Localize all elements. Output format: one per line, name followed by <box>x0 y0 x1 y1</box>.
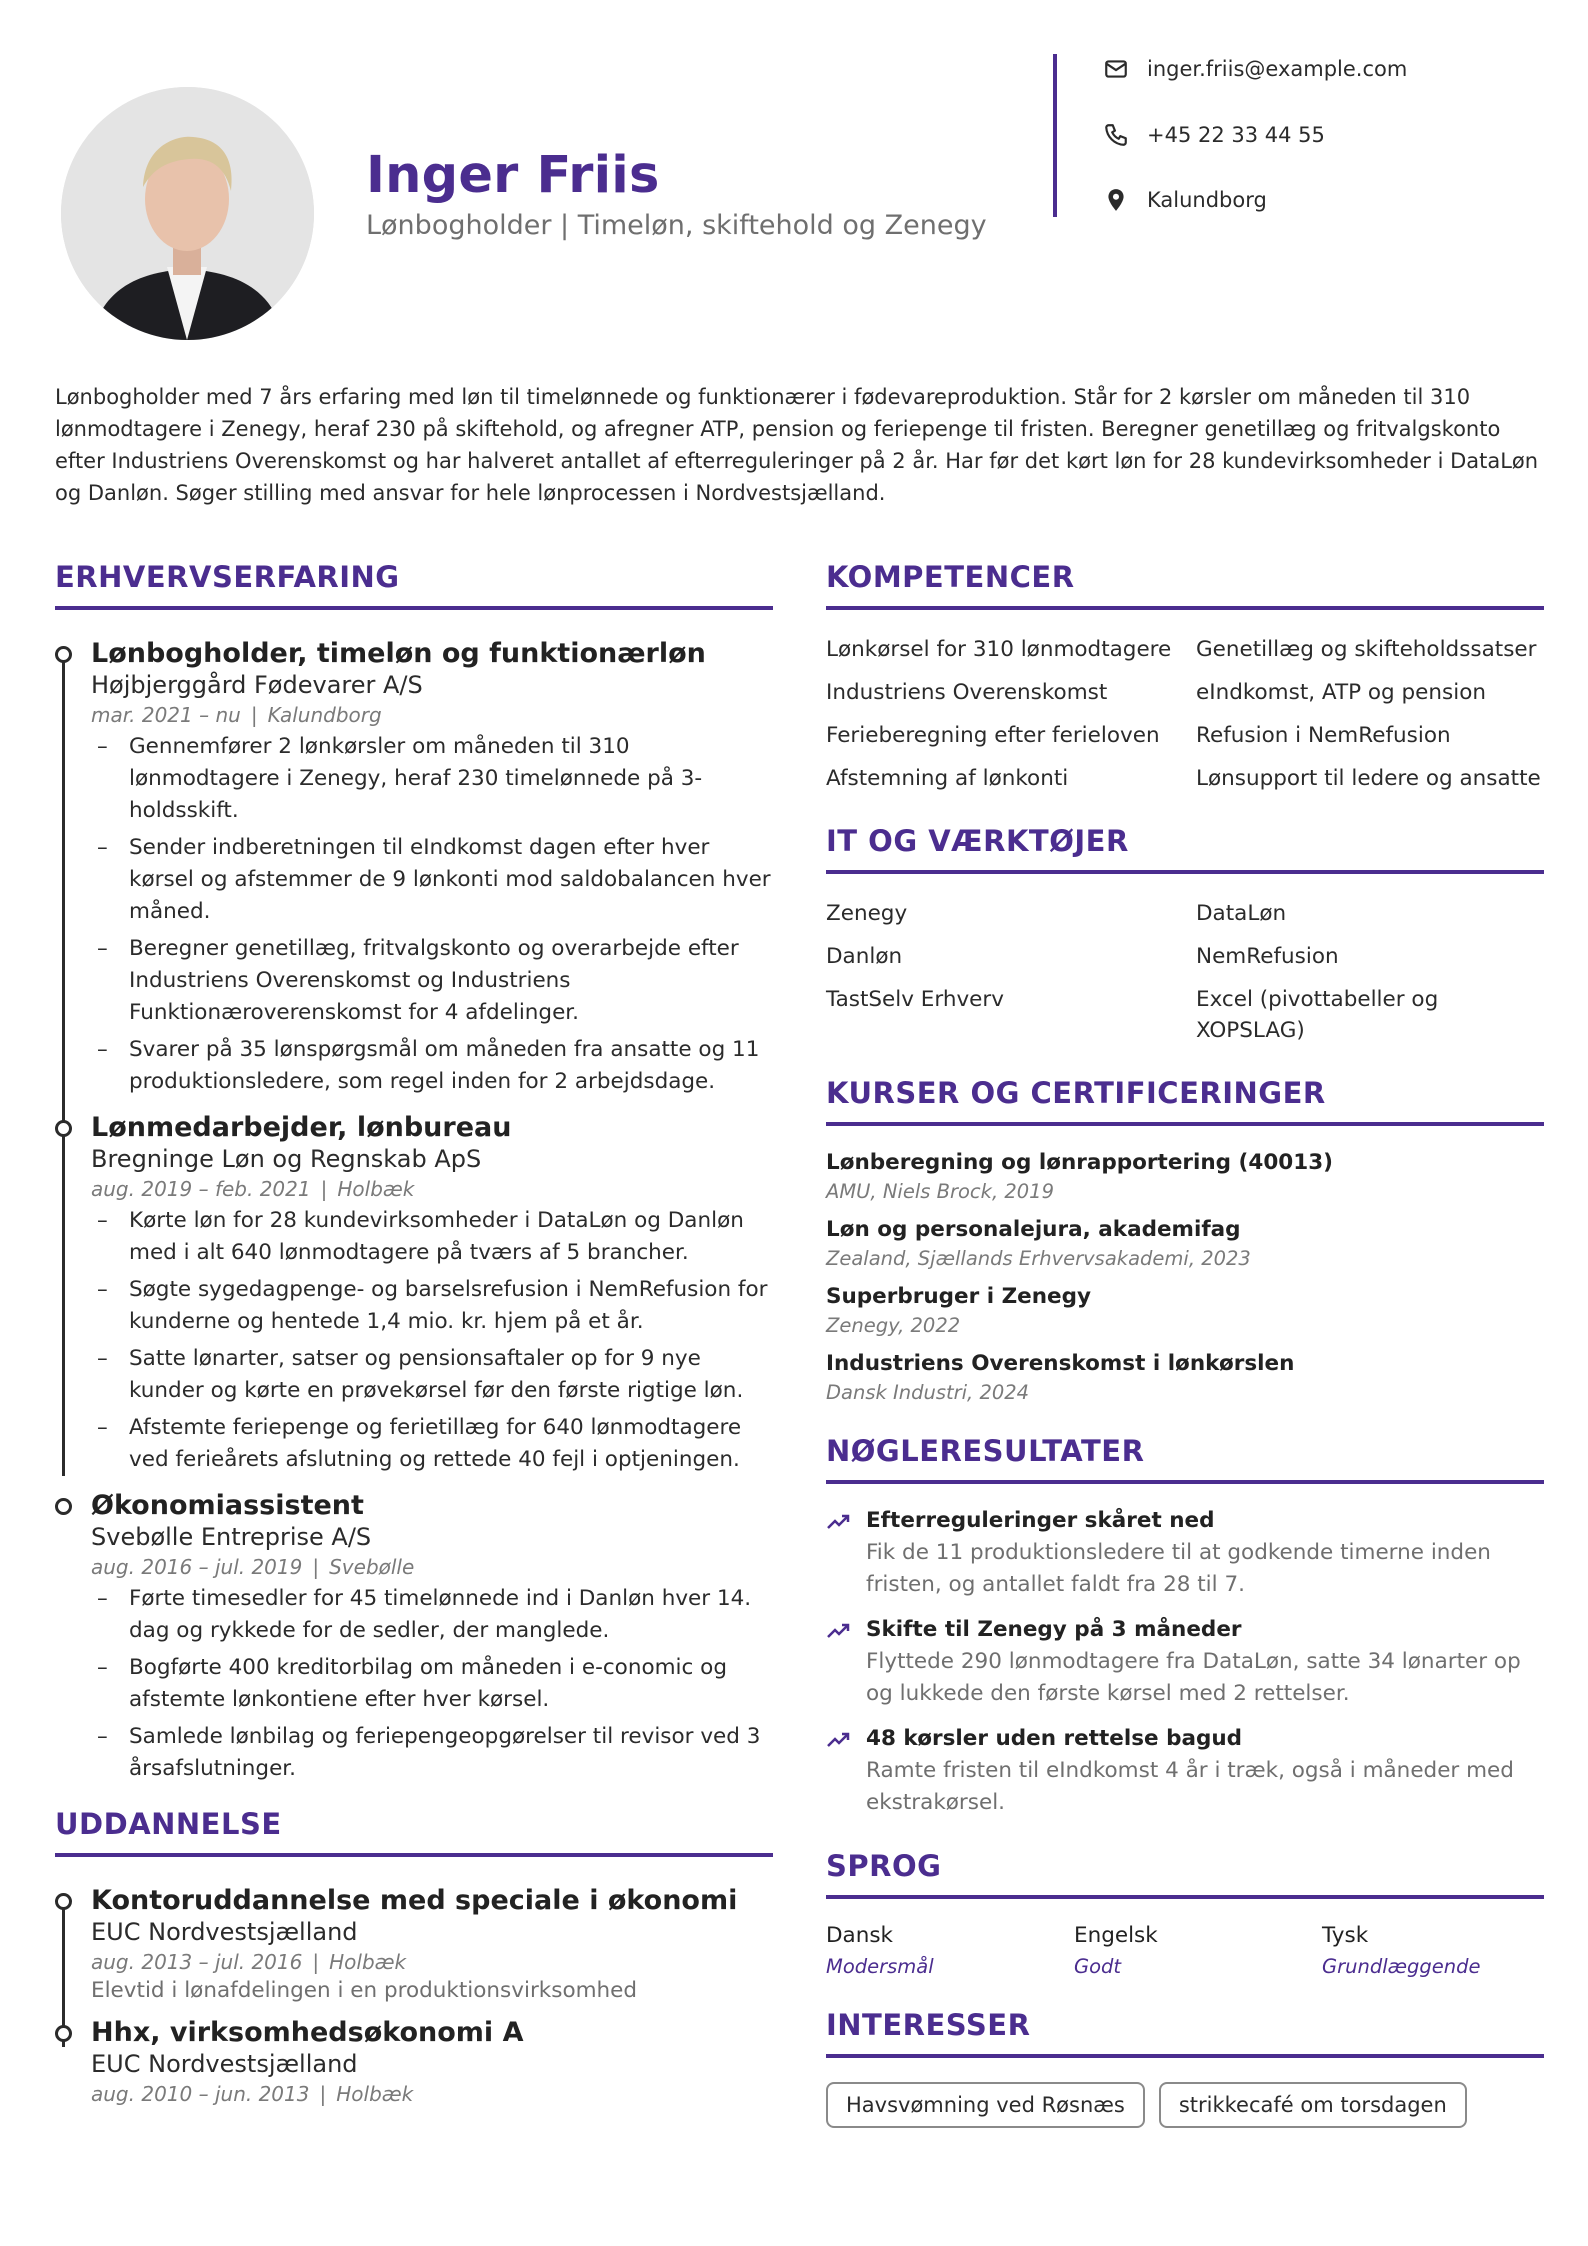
contact-email[interactable] <box>1103 56 1407 82</box>
language-item <box>1074 1923 1322 1978</box>
language-name: Engelsk <box>1074 1923 1158 1948</box>
right-column <box>826 560 1544 2128</box>
job-bullet: – Samlede lønbilag og feriepengeopgørelser til revisor ved 3 årsafslutninger. <box>91 1721 773 1785</box>
result-description: Fik de 11 produktionsledere til at godkende timerne inden fristen, og antallet faldt fra 28 til 7. <box>866 1540 1491 1597</box>
section-rule <box>826 1895 1544 1899</box>
language-item <box>826 1923 1074 1978</box>
section-rule <box>826 2054 1544 2058</box>
language-level: Grundlæggende <box>1322 1955 1481 1978</box>
section-rule <box>826 870 1544 874</box>
language-item <box>1322 1923 1544 1978</box>
timeline-dot <box>55 646 72 663</box>
job-place: Holbæk <box>337 1177 415 1201</box>
education-entry <box>55 1885 773 2003</box>
section-rule <box>826 1480 1544 1484</box>
section-rule <box>55 1853 773 1857</box>
skill-item: Lønsupport til ledere og ansatte <box>1196 766 1541 791</box>
course-item <box>826 1150 1544 1203</box>
job-bullet: – Førte timesedler for 45 timelønnede ind i Danløn hver 14. dag og rykkede for de sedler, der manglede. <box>91 1583 773 1647</box>
profile-summary: Lønbogholder med 7 års erfaring med løn til timelønnede og funktionærer i fødevareproduktion. Står for 2 kørsler om måneden til 310 lønmodtagere i Zenegy, heraf 230 på skiftehold, og afregner ATP, pension og feriepenge til fristen. Beregner genetillæg og fritvalgskonto efter Industriens Overenskomst og har halveret antallet af efterreguleringer på 2 år. Har før det kørt løn for 28 kundevirksomheder i DataLøn og Danløn. Søger stilling med ansvar for hele lønprocessen i Nordvestsjælland. <box>55 385 1539 505</box>
phone-icon <box>1103 122 1129 148</box>
course-source: Zealand, Sjællands Erhvervsakademi, 2023 <box>826 1247 1251 1270</box>
tool-item: Zenegy <box>826 901 908 926</box>
skill-item: Lønkørsel for 310 lønmodtagere <box>826 637 1172 662</box>
languages-section <box>826 1849 1544 1978</box>
job-bullet: – Svarer på 35 lønspørgsmål om måneden fra ansatte og 11 produktionsledere, som regel inden for 2 arbejdsdage. <box>91 1034 773 1098</box>
job-bullets <box>91 1583 773 1785</box>
trending-up-icon <box>826 1512 852 1532</box>
education-meta: aug. 2010 – jun. 2013 | Holbæk <box>91 2082 414 2106</box>
results-heading: NØGLERESULTATER <box>826 1434 1145 1468</box>
tool-item: DataLøn <box>1196 901 1287 926</box>
section-rule <box>826 606 1544 610</box>
skill-item: Industriens Overenskomst <box>826 680 1108 705</box>
education-description: Elevtid i lønafdelingen i en produktionsvirksomhed <box>91 1978 638 2003</box>
course-source: Dansk Industri, 2024 <box>826 1381 1030 1404</box>
job-title: Lønmedarbejder, lønbureau <box>91 1112 512 1143</box>
timeline-dot <box>55 1498 72 1515</box>
education-school: EUC Nordvestsjælland <box>91 2050 358 2078</box>
job-entry <box>55 1490 773 1785</box>
education-school: EUC Nordvestsjælland <box>91 1918 358 1946</box>
mail-icon <box>1103 56 1129 82</box>
section-rule <box>55 606 773 610</box>
languages-heading: SPROG <box>826 1849 942 1883</box>
job-title: Økonomiassistent <box>91 1490 364 1521</box>
profile-photo-illustration <box>61 87 314 340</box>
skill-item: Ferieberegning efter ferieloven <box>826 723 1160 748</box>
timeline-dot <box>55 1893 72 1910</box>
language-level: Modersmål <box>826 1955 934 1978</box>
results-list <box>826 1508 1544 1819</box>
course-item <box>826 1284 1544 1337</box>
job-entry <box>55 638 773 1098</box>
section-rule <box>826 1122 1544 1126</box>
job-company: Bregninge Løn og Regnskab ApS <box>91 1145 482 1173</box>
job-bullet: – Kørte løn for 28 kundevirksomheder i DataLøn og Danløn med i alt 640 lønmodtagere på tværs af 5 brancher. <box>91 1205 773 1269</box>
languages-list <box>826 1923 1544 1978</box>
education-place: Holbæk <box>336 2082 414 2106</box>
course-source: Zenegy, 2022 <box>826 1314 961 1337</box>
trending-up-icon <box>826 1621 852 1641</box>
job-period: mar. 2021 – nu <box>91 703 241 727</box>
course-source: AMU, Niels Brock, 2019 <box>826 1180 1054 1203</box>
job-company: Højbjerggård Fødevarer A/S <box>91 671 423 699</box>
education-section <box>55 1807 773 2106</box>
education-title: Kontoruddannelse med speciale i økonomi <box>91 1885 738 1916</box>
job-place: Kalundborg <box>267 703 382 727</box>
result-item <box>826 1726 1544 1819</box>
result-item <box>826 1508 1544 1601</box>
interest-tag: strikkecafé om torsdagen <box>1159 2082 1467 2128</box>
phone-text[interactable]: +45 22 33 44 55 <box>1147 123 1325 147</box>
skill-item: Afstemning af lønkonti <box>826 766 1069 791</box>
timeline-dot <box>55 1120 72 1137</box>
education-timeline <box>55 1885 773 2106</box>
skills-grid <box>826 634 1544 794</box>
job-bullet: – Satte lønarter, satser og pensionsaftaler op for 9 nye kunder og kørte en prøvekørsel før den første rigtige løn. <box>91 1343 773 1407</box>
education-place: Holbæk <box>329 1950 407 1974</box>
result-title: Efterreguleringer skåret ned <box>866 1508 1215 1533</box>
candidate-headline: Lønbogholder | Timeløn, skiftehold og Zenegy <box>366 210 987 241</box>
course-item <box>826 1217 1544 1270</box>
tool-item: Excel (pivottabeller og XOPSLAG) <box>1196 987 1439 1043</box>
job-title: Lønbogholder, timeløn og funktionærløn <box>91 638 706 669</box>
job-entry <box>55 1112 773 1476</box>
job-bullet: – Gennemfører 2 lønkørsler om måneden til 310 lønmodtagere i Zenegy, heraf 230 timelønnede på 3-holdsskift. <box>91 731 773 827</box>
tools-grid <box>826 898 1544 1046</box>
job-bullet: – Bogførte 400 kreditorbilag om måneden i e-conomic og afstemte lønkontiene efter hver kørsel. <box>91 1652 773 1716</box>
result-description: Flyttede 290 lønmodtagere fra DataLøn, satte 34 lønarter op og lukkede den første kørsel med 2 rettelser. <box>866 1649 1521 1706</box>
interests-tags <box>826 2082 1544 2128</box>
job-company: Svebølle Entreprise A/S <box>91 1523 372 1551</box>
candidate-name: Inger Friis <box>366 146 660 205</box>
job-place: Svebølle <box>329 1555 415 1579</box>
language-name: Dansk <box>826 1923 894 1948</box>
interests-section <box>826 2008 1544 2128</box>
job-meta: aug. 2016 – jul. 2019 | Svebølle <box>91 1555 415 1579</box>
result-title: 48 kørsler uden rettelse bagud <box>866 1726 1243 1751</box>
course-title: Løn og personalejura, akademifag <box>826 1217 1241 1242</box>
course-title: Industriens Overenskomst i lønkørslen <box>826 1351 1295 1376</box>
education-title: Hhx, virksomhedsøkonomi A <box>91 2017 524 2048</box>
contact-location <box>1103 187 1267 213</box>
location-text: Kalundborg <box>1147 188 1267 212</box>
job-meta: mar. 2021 – nu | Kalundborg <box>91 703 382 727</box>
job-bullet: – Sender indberetningen til eIndkomst dagen efter hver kørsel og afstemmer de 9 lønkonti mod saldobalancen hver måned. <box>91 832 773 928</box>
result-item <box>826 1617 1544 1710</box>
education-heading: UDDANNELSE <box>55 1807 282 1841</box>
job-bullet: – Beregner genetillæg, fritvalgskonto og overarbejde efter Industriens Overenskomst og Industriens Funktionæroverenskomst for 4 afdelinger. <box>91 933 773 1029</box>
job-period: aug. 2016 – jul. 2019 <box>91 1555 303 1579</box>
skill-item: Genetillæg og skifteholdssatser <box>1196 637 1537 662</box>
email-text[interactable]: inger.friis@example.com <box>1147 57 1408 81</box>
job-meta: aug. 2019 – feb. 2021 | Holbæk <box>91 1177 415 1201</box>
result-title: Skifte til Zenegy på 3 måneder <box>866 1617 1242 1642</box>
education-period: aug. 2013 – jul. 2016 <box>91 1950 303 1974</box>
education-meta: aug. 2013 – jul. 2016 | Holbæk <box>91 1950 407 1974</box>
job-bullets <box>91 1205 773 1476</box>
course-title: Superbruger i Zenegy <box>826 1284 1092 1309</box>
language-level: Godt <box>1074 1955 1122 1978</box>
experience-heading: ERHVERVSERFARING <box>55 560 400 594</box>
interest-tag: Havsvømning ved Røsnæs <box>826 2082 1145 2128</box>
courses-section <box>826 1076 1544 1404</box>
profile-photo <box>61 87 314 340</box>
skill-item: Refusion i NemRefusion <box>1196 723 1451 748</box>
left-column <box>55 560 773 2120</box>
education-period: aug. 2010 – jun. 2013 <box>91 2082 310 2106</box>
contact-phone[interactable] <box>1103 122 1325 148</box>
location-pin-icon <box>1103 187 1129 213</box>
courses-list <box>826 1150 1544 1404</box>
language-name: Tysk <box>1322 1923 1369 1948</box>
result-description: Ramte fristen til eIndkomst 4 år i træk, også i måneder med ekstrakørsel. <box>866 1758 1514 1815</box>
courses-heading: KURSER OG CERTIFICERINGER <box>826 1076 1326 1110</box>
contact-divider <box>1053 54 1057 217</box>
tools-section <box>826 824 1544 1046</box>
job-bullet: – Afstemte feriepenge og ferietillæg for 640 lønmodtagere ved ferieårets afslutning og rettede 40 fejl i optjeningen. <box>91 1412 773 1476</box>
education-entry <box>55 2017 773 2106</box>
skills-heading: KOMPETENCER <box>826 560 1075 594</box>
tools-heading: IT OG VÆRKTØJER <box>826 824 1129 858</box>
job-period: aug. 2019 – feb. 2021 <box>91 1177 311 1201</box>
course-item <box>826 1351 1544 1404</box>
interests-heading: INTERESSER <box>826 2008 1031 2042</box>
trending-up-icon <box>826 1730 852 1750</box>
tool-item: NemRefusion <box>1196 944 1339 969</box>
job-bullet: – Søgte sygedagpenge- og barselsrefusion i NemRefusion for kunderne og hentede 1,4 mio. kr. hjem på et år. <box>91 1274 773 1338</box>
tool-item: Danløn <box>826 944 903 969</box>
course-title: Lønberegning og lønrapportering (40013) <box>826 1150 1334 1175</box>
tool-item: TastSelv Erhverv <box>826 987 1004 1012</box>
skill-item: eIndkomst, ATP og pension <box>1196 680 1486 705</box>
timeline-dot <box>55 2025 72 2042</box>
results-section <box>826 1434 1544 1819</box>
experience-timeline <box>55 638 773 1785</box>
job-bullets <box>91 731 773 1098</box>
